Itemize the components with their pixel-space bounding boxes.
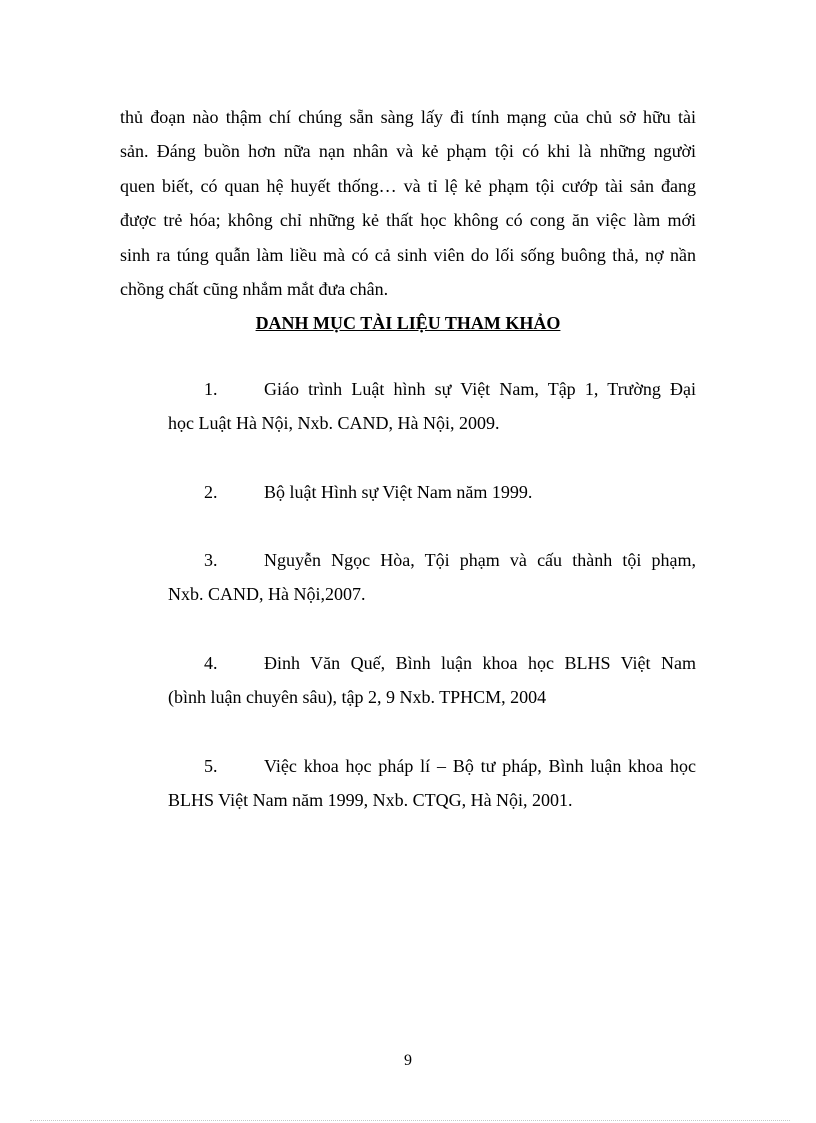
reference-text: Việc khoa học pháp lí – Bộ tư pháp, Bình luận khoa học — [264, 756, 696, 776]
reference-first-line — [168, 372, 696, 406]
paragraph-line: thủ đoạn nào thậm chí chúng sẵn sàng lấy đi tính mạng của chủ sở hữu tài — [120, 107, 696, 127]
reference-number: 3. — [204, 550, 218, 570]
reference-text: Đinh Văn Quế, Bình luận khoa học BLHS Việt Nam — [264, 653, 696, 673]
body-paragraph — [120, 100, 696, 306]
reference-number: 1. — [204, 379, 218, 399]
reference-continuation: học Luật Hà Nội, Nxb. CAND, Hà Nội, 2009. — [168, 413, 500, 433]
reference-number: 2. — [204, 482, 218, 502]
paragraph-line: sản. Đáng buồn hơn nữa nạn nhân và kẻ phạm tội có khi là những người — [120, 141, 696, 162]
page-bottom-divider — [30, 1120, 790, 1121]
paragraph-line: quen biết, có quan hệ huyết thống… và tỉ lệ kẻ phạm tội cướp tài sản đang — [120, 175, 696, 196]
reference-first-line — [168, 543, 696, 577]
reference-first-line — [168, 749, 696, 783]
reference-item — [168, 475, 696, 509]
reference-text: Nguyễn Ngọc Hòa, Tội phạm và cấu thành tội phạm, — [264, 550, 696, 570]
references-heading: DANH MỤC TÀI LIỆU THAM KHẢO — [255, 313, 561, 333]
reference-text: Giáo trình Luật hình sự Việt Nam, Tập 1, Trường Đại — [264, 379, 696, 399]
reference-text: Bộ luật Hình sự Việt Nam năm 1999. — [264, 482, 533, 502]
paragraph-line: chồng chất cũng nhắm mắt đưa chân. — [120, 279, 389, 300]
paragraph-line: được trẻ hóa; không chỉ những kẻ thất học không có cong ăn việc làm mới — [120, 210, 696, 231]
reference-item — [168, 372, 696, 440]
reference-item — [168, 749, 696, 817]
reference-number: 5. — [204, 756, 218, 776]
reference-item — [168, 543, 696, 611]
reference-continuation: Nxb. CAND, Hà Nội,2007. — [168, 584, 366, 604]
reference-first-line — [168, 475, 696, 509]
reference-first-line — [168, 646, 696, 680]
reference-item — [168, 646, 696, 714]
reference-continuation: (bình luận chuyên sâu), tập 2, 9 Nxb. TPHCM, 2004 — [168, 687, 547, 707]
reference-continuation: BLHS Việt Nam năm 1999, Nxb. CTQG, Hà Nội, 2001. — [168, 790, 573, 810]
paragraph-line: sinh ra túng quẫn làm liều mà có cả sinh viên do lối sống buông thả, nợ nần — [120, 244, 696, 265]
reference-number: 4. — [204, 653, 218, 673]
page-number: 9 — [404, 1052, 412, 1069]
